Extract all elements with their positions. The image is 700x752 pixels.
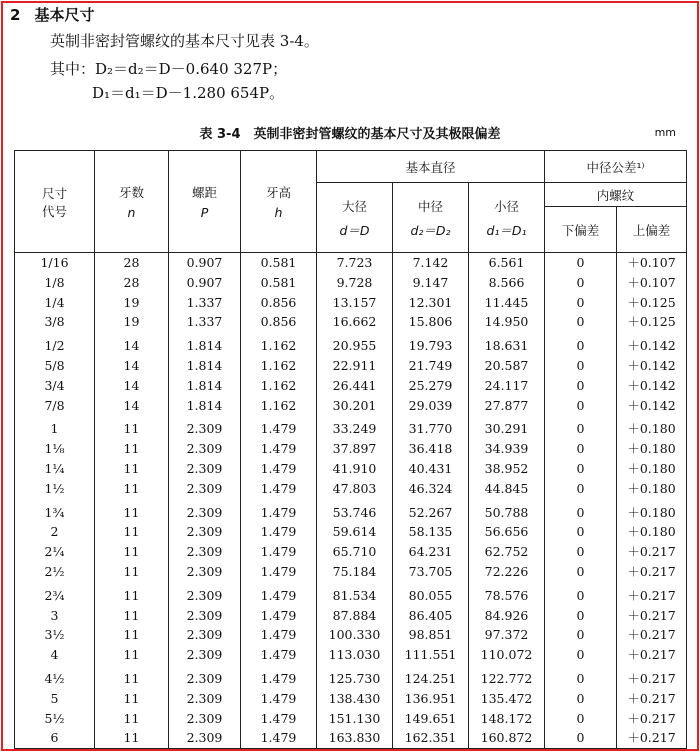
- cell-pitch-diameter: 12.301: [393, 293, 469, 313]
- table-row: [15, 522, 687, 542]
- cell-size-code: 7/8: [15, 396, 95, 416]
- cell-minor-diameter: 148.172: [469, 709, 545, 729]
- table-row: [15, 625, 687, 645]
- cell-major-diameter: 151.130: [317, 709, 393, 729]
- cell-size-code: 1/8: [15, 273, 95, 293]
- cell-threads: 11: [95, 439, 169, 459]
- cell-minor-diameter: 78.576: [469, 582, 545, 606]
- cell-pitch: 2.309: [169, 709, 241, 729]
- cell-lower-deviation: 0: [545, 459, 617, 479]
- cell-pitch-diameter: 36.418: [393, 439, 469, 459]
- cell-thread-height: 1.479: [241, 522, 317, 542]
- cell-upper-deviation: ＋0.125: [617, 293, 687, 313]
- table-row: [15, 606, 687, 626]
- cell-threads: 11: [95, 625, 169, 645]
- cell-threads: 11: [95, 542, 169, 562]
- cell-threads: 11: [95, 582, 169, 606]
- cell-upper-deviation: ＋0.142: [617, 332, 687, 356]
- cell-lower-deviation: 0: [545, 356, 617, 376]
- cell-thread-height: 0.581: [241, 273, 317, 293]
- cell-size-code: 1½: [15, 479, 95, 499]
- cell-threads: 11: [95, 522, 169, 542]
- formula-minor-diameter: D₁＝d₁＝D－1.280 654P。: [92, 84, 285, 102]
- cell-pitch: 2.309: [169, 645, 241, 665]
- cell-thread-height: 1.479: [241, 415, 317, 439]
- cell-pitch: 1.814: [169, 396, 241, 416]
- cell-threads: 14: [95, 396, 169, 416]
- cell-pitch-diameter: 7.142: [393, 253, 469, 273]
- table-unit: mm: [654, 126, 676, 139]
- cell-lower-deviation: 0: [545, 253, 617, 273]
- cell-pitch-diameter: 19.793: [393, 332, 469, 356]
- cell-size-code: 1/2: [15, 332, 95, 356]
- cell-major-diameter: 81.534: [317, 582, 393, 606]
- table-row: [15, 312, 687, 332]
- cell-pitch-diameter: 80.055: [393, 582, 469, 606]
- cell-pitch-diameter: 58.135: [393, 522, 469, 542]
- cell-size-code: 2¼: [15, 542, 95, 562]
- cell-pitch-diameter: 162.351: [393, 728, 469, 748]
- header-internal-thread: 内螺纹: [545, 183, 687, 207]
- cell-thread-height: 1.479: [241, 582, 317, 606]
- cell-upper-deviation: ＋0.180: [617, 522, 687, 542]
- cell-size-code: 3: [15, 606, 95, 626]
- cell-major-diameter: 7.723: [317, 253, 393, 273]
- cell-lower-deviation: 0: [545, 415, 617, 439]
- cell-pitch: 0.907: [169, 273, 241, 293]
- cell-major-diameter: 53.746: [317, 499, 393, 523]
- cell-major-diameter: 30.201: [317, 396, 393, 416]
- cell-upper-deviation: ＋0.107: [617, 253, 687, 273]
- cell-minor-diameter: 160.872: [469, 728, 545, 748]
- cell-size-code: 2: [15, 522, 95, 542]
- cell-pitch-diameter: 21.749: [393, 356, 469, 376]
- header-basic-diameter: 基本直径: [317, 151, 545, 183]
- cell-pitch: 2.309: [169, 625, 241, 645]
- cell-minor-diameter: 8.566: [469, 273, 545, 293]
- cell-pitch-diameter: 29.039: [393, 396, 469, 416]
- cell-pitch: 2.309: [169, 499, 241, 523]
- header-upper-deviation: 上偏差: [617, 207, 687, 253]
- cell-upper-deviation: ＋0.180: [617, 459, 687, 479]
- cell-upper-deviation: ＋0.217: [617, 665, 687, 689]
- cell-thread-height: 1.479: [241, 479, 317, 499]
- cell-thread-height: 0.856: [241, 293, 317, 313]
- cell-pitch-diameter: 31.770: [393, 415, 469, 439]
- cell-pitch-diameter: 40.431: [393, 459, 469, 479]
- cell-size-code: 4: [15, 645, 95, 665]
- table-caption: [0, 123, 700, 142]
- header-size-code: 尺寸 代号: [15, 151, 95, 253]
- cell-size-code: 3½: [15, 625, 95, 645]
- cell-pitch-diameter: 111.551: [393, 645, 469, 665]
- cell-pitch-diameter: 9.147: [393, 273, 469, 293]
- cell-thread-height: 1.479: [241, 606, 317, 626]
- cell-lower-deviation: 0: [545, 499, 617, 523]
- header-threads: 牙数 n: [95, 151, 169, 253]
- cell-size-code: 4½: [15, 665, 95, 689]
- cell-minor-diameter: 122.772: [469, 665, 545, 689]
- table-row: [15, 253, 687, 273]
- table-row: [15, 459, 687, 479]
- cell-lower-deviation: 0: [545, 332, 617, 356]
- cell-upper-deviation: ＋0.217: [617, 582, 687, 606]
- cell-major-diameter: 33.249: [317, 415, 393, 439]
- cell-upper-deviation: ＋0.217: [617, 625, 687, 645]
- cell-pitch-diameter: 136.951: [393, 689, 469, 709]
- cell-size-code: 2¾: [15, 582, 95, 606]
- cell-minor-diameter: 135.472: [469, 689, 545, 709]
- cell-threads: 11: [95, 606, 169, 626]
- cell-upper-deviation: ＋0.142: [617, 356, 687, 376]
- table-row: [15, 542, 687, 562]
- thread-dimensions-table: [14, 150, 687, 749]
- cell-minor-diameter: 110.072: [469, 645, 545, 665]
- header-thread-height: 牙高 h: [241, 151, 317, 253]
- cell-upper-deviation: ＋0.217: [617, 645, 687, 665]
- cell-lower-deviation: 0: [545, 562, 617, 582]
- cell-lower-deviation: 0: [545, 273, 617, 293]
- table-row: [15, 439, 687, 459]
- cell-pitch: 2.309: [169, 479, 241, 499]
- cell-thread-height: 1.162: [241, 356, 317, 376]
- cell-upper-deviation: ＋0.180: [617, 415, 687, 439]
- cell-threads: 11: [95, 479, 169, 499]
- cell-major-diameter: 125.730: [317, 665, 393, 689]
- cell-minor-diameter: 6.561: [469, 253, 545, 273]
- cell-upper-deviation: ＋0.217: [617, 709, 687, 729]
- section-number: 2: [10, 6, 21, 24]
- cell-upper-deviation: ＋0.125: [617, 312, 687, 332]
- cell-threads: 11: [95, 415, 169, 439]
- cell-size-code: 1¼: [15, 459, 95, 479]
- cell-lower-deviation: 0: [545, 439, 617, 459]
- table-row: [15, 709, 687, 729]
- cell-thread-height: 1.479: [241, 709, 317, 729]
- cell-major-diameter: 13.157: [317, 293, 393, 313]
- cell-major-diameter: 59.614: [317, 522, 393, 542]
- cell-minor-diameter: 18.631: [469, 332, 545, 356]
- cell-pitch-diameter: 46.324: [393, 479, 469, 499]
- cell-thread-height: 1.479: [241, 562, 317, 582]
- cell-size-code: 5: [15, 689, 95, 709]
- cell-major-diameter: 65.710: [317, 542, 393, 562]
- cell-pitch: 2.309: [169, 689, 241, 709]
- table-row: [15, 332, 687, 356]
- cell-lower-deviation: 0: [545, 293, 617, 313]
- cell-minor-diameter: 20.587: [469, 356, 545, 376]
- cell-upper-deviation: ＋0.180: [617, 479, 687, 499]
- cell-major-diameter: 9.728: [317, 273, 393, 293]
- cell-major-diameter: 75.184: [317, 562, 393, 582]
- cell-thread-height: 1.479: [241, 459, 317, 479]
- cell-lower-deviation: 0: [545, 606, 617, 626]
- cell-thread-height: 1.162: [241, 396, 317, 416]
- cell-upper-deviation: ＋0.180: [617, 499, 687, 523]
- cell-upper-deviation: ＋0.180: [617, 439, 687, 459]
- cell-upper-deviation: ＋0.217: [617, 689, 687, 709]
- cell-pitch: 1.814: [169, 332, 241, 356]
- cell-lower-deviation: 0: [545, 312, 617, 332]
- cell-threads: 28: [95, 273, 169, 293]
- cell-minor-diameter: 24.117: [469, 376, 545, 396]
- cell-minor-diameter: 44.845: [469, 479, 545, 499]
- cell-pitch: 0.907: [169, 253, 241, 273]
- cell-threads: 14: [95, 332, 169, 356]
- cell-minor-diameter: 56.656: [469, 522, 545, 542]
- table-row: [15, 273, 687, 293]
- cell-thread-height: 1.479: [241, 689, 317, 709]
- header-pitch-diameter: 中径 d₂＝D₂: [393, 183, 469, 253]
- cell-thread-height: 0.856: [241, 312, 317, 332]
- section-title: 基本尺寸: [34, 6, 95, 24]
- table-row: [15, 665, 687, 689]
- cell-pitch: 2.309: [169, 582, 241, 606]
- cell-major-diameter: 41.910: [317, 459, 393, 479]
- cell-threads: 19: [95, 293, 169, 313]
- cell-upper-deviation: ＋0.142: [617, 376, 687, 396]
- formula-pitch-diameter: 其中：D₂＝d₂＝D－0.640 327P；: [50, 60, 288, 78]
- cell-minor-diameter: 30.291: [469, 415, 545, 439]
- cell-major-diameter: 87.884: [317, 606, 393, 626]
- header-lower-deviation: 下偏差: [545, 207, 617, 253]
- cell-major-diameter: 16.662: [317, 312, 393, 332]
- cell-lower-deviation: 0: [545, 728, 617, 748]
- cell-pitch: 2.309: [169, 665, 241, 689]
- cell-lower-deviation: 0: [545, 396, 617, 416]
- table-row: [15, 689, 687, 709]
- cell-threads: 28: [95, 253, 169, 273]
- cell-pitch-diameter: 25.279: [393, 376, 469, 396]
- table-row: [15, 479, 687, 499]
- cell-pitch: 1.814: [169, 376, 241, 396]
- cell-lower-deviation: 0: [545, 709, 617, 729]
- cell-major-diameter: 22.911: [317, 356, 393, 376]
- cell-major-diameter: 20.955: [317, 332, 393, 356]
- cell-size-code: 1: [15, 415, 95, 439]
- cell-size-code: 3/8: [15, 312, 95, 332]
- header-tolerance: 中径公差¹⁾: [545, 151, 687, 183]
- cell-minor-diameter: 62.752: [469, 542, 545, 562]
- cell-pitch: 2.309: [169, 415, 241, 439]
- cell-lower-deviation: 0: [545, 522, 617, 542]
- cell-pitch-diameter: 52.267: [393, 499, 469, 523]
- cell-pitch-diameter: 86.405: [393, 606, 469, 626]
- cell-major-diameter: 37.897: [317, 439, 393, 459]
- cell-thread-height: 1.479: [241, 542, 317, 562]
- table-caption-text: 表 3-4 英制非密封管螺纹的基本尺寸及其极限偏差: [199, 127, 501, 142]
- cell-major-diameter: 47.803: [317, 479, 393, 499]
- cell-major-diameter: 138.430: [317, 689, 393, 709]
- cell-pitch: 2.309: [169, 439, 241, 459]
- cell-threads: 11: [95, 665, 169, 689]
- table-body: [15, 253, 687, 749]
- cell-pitch: 2.309: [169, 522, 241, 542]
- cell-major-diameter: 26.441: [317, 376, 393, 396]
- cell-size-code: 6: [15, 728, 95, 748]
- cell-lower-deviation: 0: [545, 542, 617, 562]
- cell-thread-height: 1.479: [241, 728, 317, 748]
- cell-major-diameter: 113.030: [317, 645, 393, 665]
- cell-size-code: 1¾: [15, 499, 95, 523]
- cell-minor-diameter: 38.952: [469, 459, 545, 479]
- header-major-diameter: 大径 d＝D: [317, 183, 393, 253]
- cell-minor-diameter: 27.877: [469, 396, 545, 416]
- cell-thread-height: 1.479: [241, 645, 317, 665]
- cell-size-code: 2½: [15, 562, 95, 582]
- cell-pitch: 1.814: [169, 356, 241, 376]
- header-minor-diameter: 小径 d₁＝D₁: [469, 183, 545, 253]
- cell-pitch: 1.337: [169, 293, 241, 313]
- cell-size-code: 1/16: [15, 253, 95, 273]
- cell-size-code: 5/8: [15, 356, 95, 376]
- table-row: [15, 376, 687, 396]
- cell-minor-diameter: 14.950: [469, 312, 545, 332]
- cell-major-diameter: 163.830: [317, 728, 393, 748]
- header-pitch: 螺距 P: [169, 151, 241, 253]
- cell-size-code: 5½: [15, 709, 95, 729]
- cell-upper-deviation: ＋0.142: [617, 396, 687, 416]
- cell-thread-height: 1.162: [241, 376, 317, 396]
- cell-lower-deviation: 0: [545, 689, 617, 709]
- cell-threads: 11: [95, 645, 169, 665]
- cell-thread-height: 1.162: [241, 332, 317, 356]
- cell-threads: 11: [95, 499, 169, 523]
- cell-size-code: 3/4: [15, 376, 95, 396]
- intro-paragraph: 英制非密封管螺纹的基本尺寸见表 3-4。: [50, 32, 319, 50]
- cell-pitch: 2.309: [169, 542, 241, 562]
- cell-pitch: 2.309: [169, 562, 241, 582]
- cell-pitch: 2.309: [169, 459, 241, 479]
- cell-pitch: 2.309: [169, 728, 241, 748]
- cell-minor-diameter: 72.226: [469, 562, 545, 582]
- cell-minor-diameter: 11.445: [469, 293, 545, 313]
- cell-thread-height: 1.479: [241, 499, 317, 523]
- cell-minor-diameter: 50.788: [469, 499, 545, 523]
- table-row: [15, 293, 687, 313]
- table-row: [15, 562, 687, 582]
- cell-lower-deviation: 0: [545, 582, 617, 606]
- cell-threads: 11: [95, 689, 169, 709]
- cell-threads: 14: [95, 376, 169, 396]
- cell-thread-height: 1.479: [241, 665, 317, 689]
- cell-minor-diameter: 97.372: [469, 625, 545, 645]
- cell-pitch-diameter: 98.851: [393, 625, 469, 645]
- table-row: [15, 499, 687, 523]
- cell-pitch-diameter: 73.705: [393, 562, 469, 582]
- cell-threads: 11: [95, 709, 169, 729]
- cell-threads: 11: [95, 728, 169, 748]
- table-row: [15, 396, 687, 416]
- cell-upper-deviation: ＋0.107: [617, 273, 687, 293]
- table-row: [15, 415, 687, 439]
- cell-upper-deviation: ＋0.217: [617, 728, 687, 748]
- table-row: [15, 728, 687, 748]
- cell-pitch: 1.337: [169, 312, 241, 332]
- table-row: [15, 582, 687, 606]
- cell-thread-height: 0.581: [241, 253, 317, 273]
- cell-pitch-diameter: 124.251: [393, 665, 469, 689]
- cell-pitch-diameter: 64.231: [393, 542, 469, 562]
- cell-lower-deviation: 0: [545, 479, 617, 499]
- cell-size-code: 1/4: [15, 293, 95, 313]
- cell-lower-deviation: 0: [545, 645, 617, 665]
- table-row: [15, 356, 687, 376]
- cell-threads: 14: [95, 356, 169, 376]
- cell-lower-deviation: 0: [545, 665, 617, 689]
- cell-threads: 11: [95, 562, 169, 582]
- cell-upper-deviation: ＋0.217: [617, 562, 687, 582]
- cell-size-code: 1⅛: [15, 439, 95, 459]
- cell-lower-deviation: 0: [545, 625, 617, 645]
- cell-upper-deviation: ＋0.217: [617, 542, 687, 562]
- section-heading: [10, 4, 94, 25]
- cell-thread-height: 1.479: [241, 439, 317, 459]
- cell-pitch-diameter: 15.806: [393, 312, 469, 332]
- cell-threads: 11: [95, 459, 169, 479]
- cell-minor-diameter: 84.926: [469, 606, 545, 626]
- cell-lower-deviation: 0: [545, 376, 617, 396]
- cell-pitch-diameter: 149.651: [393, 709, 469, 729]
- cell-upper-deviation: ＋0.217: [617, 606, 687, 626]
- table-row: [15, 645, 687, 665]
- cell-thread-height: 1.479: [241, 625, 317, 645]
- cell-minor-diameter: 34.939: [469, 439, 545, 459]
- cell-pitch: 2.309: [169, 606, 241, 626]
- cell-threads: 19: [95, 312, 169, 332]
- cell-major-diameter: 100.330: [317, 625, 393, 645]
